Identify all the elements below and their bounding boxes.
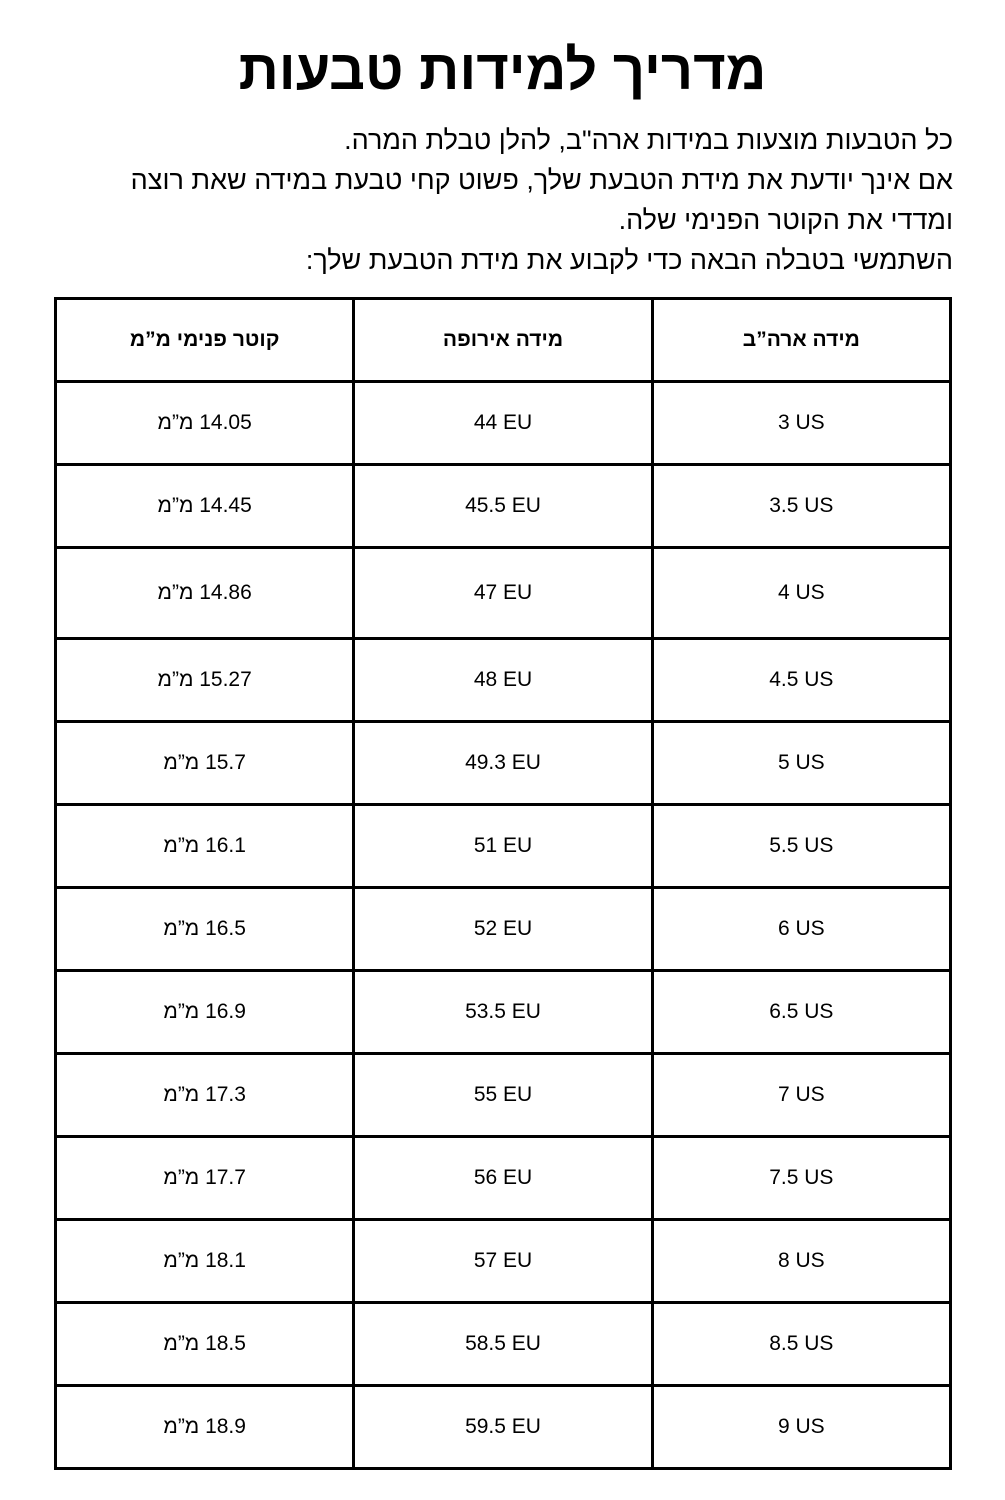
table-row (56, 639, 951, 722)
cell-eu-size: 45.5 EU (354, 465, 652, 548)
cell-inner-diameter: 17.3 מ”מ (56, 1054, 354, 1137)
cell-eu-size: 53.5 EU (354, 971, 652, 1054)
header-us-size: מידה ארה”ב (652, 299, 950, 382)
table-row (56, 465, 951, 548)
cell-eu-size: 49.3 EU (354, 722, 652, 805)
cell-inner-diameter: 16.5 מ”מ (56, 888, 354, 971)
cell-inner-diameter: 18.1 מ”מ (56, 1220, 354, 1303)
cell-eu-size: 52 EU (354, 888, 652, 971)
cell-us-size: 4.5 US (652, 639, 950, 722)
intro-line: ומדדי את הקוטר הפנימי שלה. (618, 205, 953, 235)
cell-eu-size: 51 EU (354, 805, 652, 888)
cell-eu-size: 58.5 EU (354, 1303, 652, 1386)
table-row (56, 548, 951, 639)
cell-us-size: 7 US (652, 1054, 950, 1137)
cell-inner-diameter: 15.7 מ”מ (56, 722, 354, 805)
cell-us-size: 6 US (652, 888, 950, 971)
table-row (56, 722, 951, 805)
cell-us-size: 5 US (652, 722, 950, 805)
table-row (56, 888, 951, 971)
cell-us-size: 8.5 US (652, 1303, 950, 1386)
intro-line: השתמשי בטבלה הבאה כדי לקבוע את מידת הטבעת שלך: (305, 245, 953, 275)
page-title: מדריך למידות טבעות (238, 38, 767, 101)
cell-inner-diameter: 16.1 מ”מ (56, 805, 354, 888)
cell-us-size: 3.5 US (652, 465, 950, 548)
cell-inner-diameter: 18.5 מ”מ (56, 1303, 354, 1386)
intro-line: אם אינך יודעת את מידת הטבעת שלך, פשוט קחי טבעת במידה שאת רוצה (130, 165, 953, 195)
cell-eu-size: 55 EU (354, 1054, 652, 1137)
intro-text (52, 120, 953, 280)
cell-inner-diameter: 14.05 מ”מ (56, 382, 354, 465)
cell-inner-diameter: 15.27 מ”מ (56, 639, 354, 722)
cell-eu-size: 48 EU (354, 639, 652, 722)
cell-eu-size: 59.5 EU (354, 1386, 652, 1469)
table-row (56, 1220, 951, 1303)
cell-eu-size: 56 EU (354, 1137, 652, 1220)
table-row (56, 382, 951, 465)
cell-us-size: 9 US (652, 1386, 950, 1469)
cell-inner-diameter: 18.9 מ”מ (56, 1386, 354, 1469)
cell-us-size: 8 US (652, 1220, 950, 1303)
header-inner-diameter: קוטר פנימי מ”מ (56, 299, 354, 382)
header-eu-size: מידה אירופה (354, 299, 652, 382)
table-header-row (56, 299, 951, 382)
cell-inner-diameter: 14.45 מ”מ (56, 465, 354, 548)
table-row (56, 1386, 951, 1469)
cell-eu-size: 47 EU (354, 548, 652, 639)
table-row (56, 1054, 951, 1137)
cell-eu-size: 57 EU (354, 1220, 652, 1303)
cell-us-size: 7.5 US (652, 1137, 950, 1220)
size-conversion-table (54, 297, 952, 1470)
cell-inner-diameter: 14.86 מ”מ (56, 548, 354, 639)
table-row (56, 971, 951, 1054)
cell-eu-size: 44 EU (354, 382, 652, 465)
cell-us-size: 5.5 US (652, 805, 950, 888)
table-row (56, 805, 951, 888)
cell-us-size: 6.5 US (652, 971, 950, 1054)
table-row (56, 1303, 951, 1386)
table-row (56, 1137, 951, 1220)
cell-us-size: 3 US (652, 382, 950, 465)
cell-inner-diameter: 16.9 מ”מ (56, 971, 354, 1054)
cell-us-size: 4 US (652, 548, 950, 639)
intro-line: כל הטבעות מוצעות במידות ארה"ב, להלן טבלת המרה. (344, 125, 953, 155)
cell-inner-diameter: 17.7 מ”מ (56, 1137, 354, 1220)
